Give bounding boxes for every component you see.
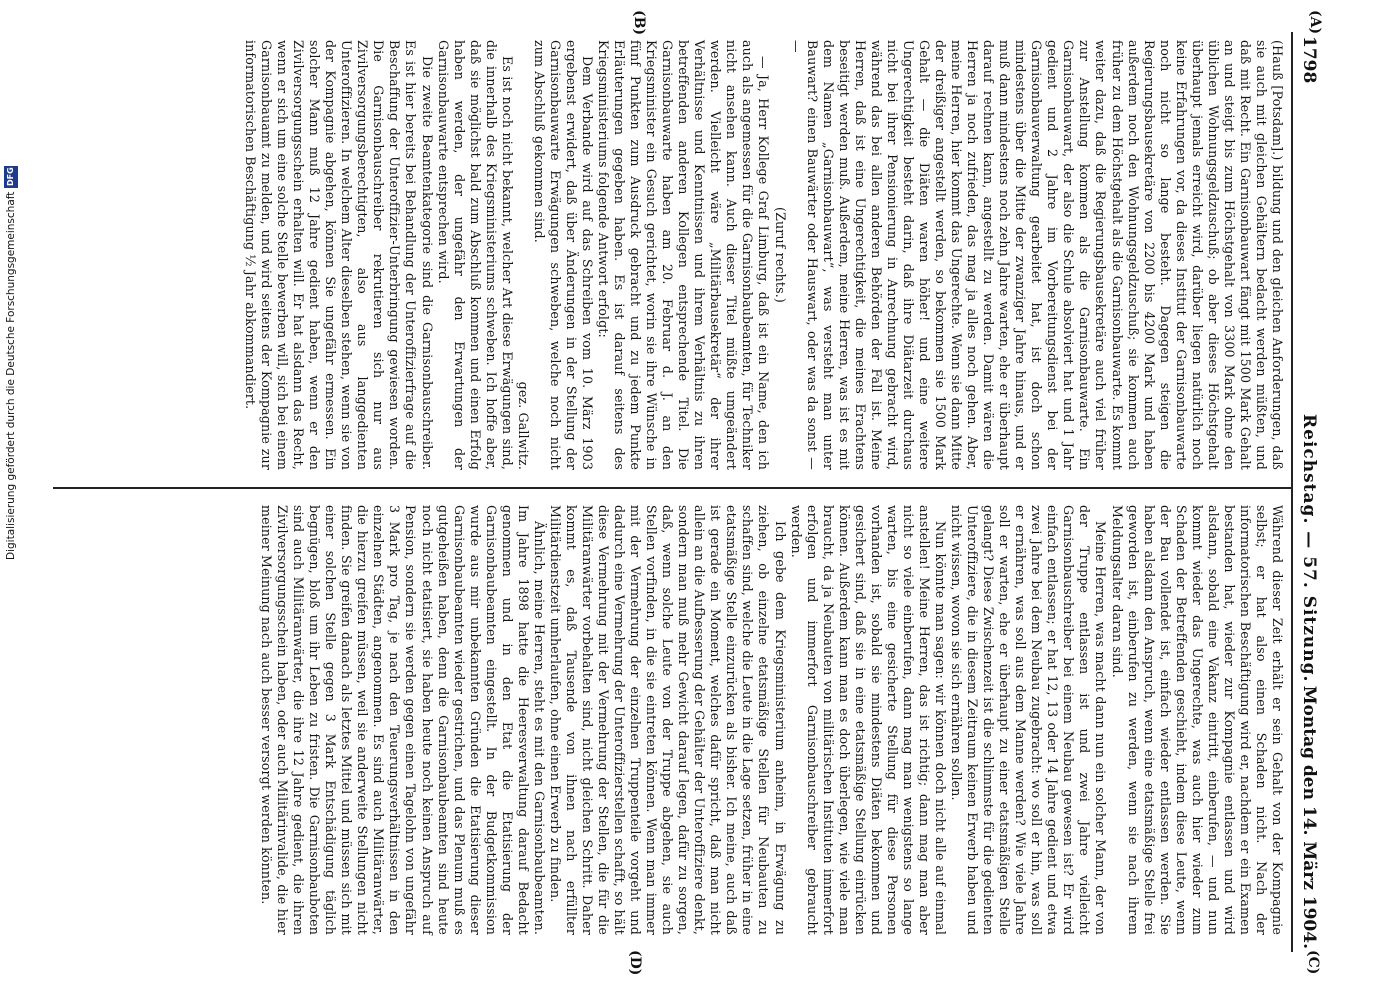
paragraph: Ich gebe dem Kriegsministerium anheim, in Erwägung zu ziehen, ob einzelne etatsmäßige Stellen für Neubauten zu schaffen sind, welche die Leute in die Lage setzen, früher in eine etatsmäßige Stelle einzurücken als bisher. Ich meine, auch daß ist gerade ein Moment, welches dafür spricht, daß man nicht allein an die Aufbesserung der Gehälter der Unteroffiziere denkt, sondern man muß mehr Gewicht darauf legen, dafür zu sorgen, daß, wenn solche Leute von der Truppe abgehen, sie auch Stellen vorfinden, in die sie eintreten können. Wenn man immer mit der Vermehrung der einzelnen Truppenteile vorgeht und dadurch eine Vermehrung der Unteroffizierstellen schafft, so hält diese Vermehrung mit der Vermehrung der Stellen, die für die Militäranwärter vorbehalten sind, nicht gleichen Schritt. Daher kommt es, daß Tausende von ihnen nach erfüllter Militärdienstzeit umherlaufen, ohne einen Erwerb zu finden. (547, 505, 788, 935)
margin-marker-a: (A) (1307, 10, 1323, 35)
paragraph: Es ist noch nicht bekannt, welcher Art diese Erwägungen sind, die innerhalb des Kriegsministeriums schweben. Ich hoffe aber, daß sie möglichst bald zum Abschluß kommen und einen Erfolg haben werden, der ungefähr den Erwartungen der Garnisonbauwarte entsprechen wird. (435, 40, 515, 470)
page-title: Reichstag. — 57. Sitzung. (1299, 414, 1319, 683)
paragraph: Nun könnte man sagen: wir können doch nicht alle auf einmal anstellen! Meine Herren, das ist richtig; dann mag man aber nicht so viele einberufen, dann mag man wenigstens so lange warten, bis eine gesicherte Stellung für diese Personen vorhanden ist, sobald sie mindestens Diäten bekommen und gesichert sind, daß sie in eine etatsmäßige Stellung einrücken können. Außerdem kann man es doch überlegen, wie viele man braucht, da ja Neubauten von militärischen Instituten immerfort erfolgen und immerfort Garnisonbauschreiber gebraucht werden. (788, 505, 949, 935)
credit-text: Digitalisierung gefördert durch die Deutsche Forschungsgemeinschaft (5, 191, 17, 560)
dfg-logo: DFG (4, 166, 18, 188)
paragraph: Meine Herren, was macht dann nun ein solcher Mann, der von der Truppe entlassen ist und zwei Jahre vielleicht Garnisonbauschreiber bei einem Neubau gewesen ist? Er wird einfach entlassen; er hat 12, 13 oder 14 Jahre gedient und etwa zwei Jahre bei dem Neubau zugebracht: wo soll er hin, was soll er ernähren, was soll aus dem Manne werden? Wie viele Jahre soll er warten, ehe er überhaupt zu einer etatsmäßigen Stelle gelangt? Diese Zwischenzeit ist die schlimmste für die gedienten Unteroffiziere, die in diesem Zeitraum keinen Erwerb haben und nicht wissen, wovon sie sich ernähren sollen. (949, 505, 1109, 935)
column-divider (53, 487, 1291, 489)
paragraph: — Ja, Herr Kollege Graf Limburg, daß ist ein Name, den ich auch als angemessen für die Garnisonbaubeamten, für Techniker nicht ansehen kann. Auch dieser Titel müßte umgeändert werden. Vielleicht wäre „Militärbausekretär“ der ihrer Verhältnisse und Kenntnissen und ihrem Verhältnis zu ihren betreffenden anderen Kollegen entsprechende Titel. Die Garnisonbauwarte haben am 20. Februar d. J. an den Kriegsminister ein Gesuch gerichtet, worin sie ihre Wünsche in fünf Punkten zum Ausdruck gebracht und zu jedem Punkte Erläuterungen gegeben haben. Es ist darauf seitens des Kriegsministeriums folgende Antwort erfolgt: (596, 40, 772, 470)
paragraph: (Zuruf rechts.) (772, 207, 788, 303)
right-column (258, 505, 1285, 935)
running-header (1295, 34, 1325, 949)
margin-marker-b: (B) (631, 10, 647, 36)
paragraph: Ähnlich, meine Herren, steht es mit den Garnisonbaubeamten. Im Jahre 1898 hatte die Heeresverwaltung darauf Bedacht genommen und in den Etat die Etatisierung der Garnisonbaubeamten eingestellt. In der Budgetkommission wurde aus mir unbekannten Gründen die Etatisierung dieser Garnisonbaubeamten wieder gestrichen, und das Plenum muß es gutgeheißen haben, denn die Garnisonbaubeamten sind heute noch nicht etatisiert, sie haben heute noch keinen Anspruch auf Pension, sondern sie werden gegen einen Tagelohn von ungefähr 3 Mark pro Tag, je nach den Teuerungsverhältnissen in den einzelnen Städten, angenommen. Es sind auch Militäranwärter, die hierzu greifen müssen, weil sie anderweite Stellungen nicht finden. Sie greifen danach als letztes Mittel und müssen sich mit einer solchen Stelle gegen 3 Mark Entschädigung täglich begnügen, bloß um ihr Leben zu fristen. Die Garnisonbauboten sind auch Militäranwärter, die ihre 12 Jahre gedient, die ihren Zivilversorgungsschein haben, oder auch Militärinvalide, die hier meiner Meinung nach auch besser versorgt werden könnten. (259, 505, 547, 935)
paragraph: gez. Gallwitz. (515, 381, 531, 470)
funding-credit (0, 120, 24, 560)
paragraph: Während dieser Zeit erhält er sein Gehalt von der Kompagnie selbst; er hat also einen Schaden nicht. Nach der informatorischen Beschäftigung wird er, nachdem er ein Examen bestanden hat, wieder zur Kompagnie entlassen und wird alsdann, sobald eine Vakanz eintritt, einberufen, — und nun kommt wieder das Ungerechte, was auch hier wieder zum Schaden der Betreffenden geschieht, indem diese Leute, wenn der Bau vollendet ist, einfach wieder entlassen werden. Sie haben alsdann den Anspruch, wenn eine etatsmäßige Stelle frei geworden ist, einberufen zu werden, wenn sie nach ihrem Meldungsalter daran sind. (1109, 505, 1285, 935)
left-column (242, 40, 1285, 470)
paragraph: Dem Verbande wird auf das Schreiben vom 10. März 1903 ergebenst erwidert, daß über Änderungen in der Stellung der Garnisonbauwarte Erwägungen schweben, welche noch nicht zum Abschluß gekommen sind. (531, 40, 595, 470)
margin-marker-c: (C) (1305, 950, 1321, 975)
page-number: 1798 (1299, 36, 1319, 84)
margin-marker-d: (D) (627, 950, 643, 976)
paragraph: (Hauß [Potsdam].) bildung und den gleichen Anforderungen, daß sie auch mit gleichen Gehältern bedacht werden müßten, und daß mit Recht. Ein Garnisonbauwart fängt mit 1500 Mark Gehalt an und steigt bis zum Höchstgehalt von 3300 Mark ohne den üblichen Wohnungsgeldzuschuß; ob aber dieses Höchstgehalt überhaupt jemals erreicht wird, darüber liegen natürlich noch keine Erfahrungen vor, da dieses Institut der Garnisonbauwarte noch nicht so lange besteht. Dagegen steigen die Regierungsbausekretäre von 2200 bis 4200 Mark und haben außerdem noch den Wohnungsgeldzuschuß; sie kommen auch früher zu dem Höchstgehalt als die Garnisonbauwarte. Es kommt weiter dazu, daß die Regierungsbausekretäre auch viel früher zur Anstellung kommen als die Garnisonbauwarte. Ein Garnisonbauwart, der also die Schule absolviert hat und 1 Jahr gedient und 2 Jahre im Vorbereitungsdienst bei der Garnisonbauverwaltung gearbeitet hat, ist doch schon mindestens über die Mitte der zwanziger Jahre hinaus, und er muß dann mindestens noch zehn Jahre warten, ehe er überhaupt darauf rechnen kann, angestellt zu werden. Damit wären die Herren ja noch zufrieden, das mag ja alles noch gehen. Aber, meine Herren, hier kommt das Ungerechte. Wenn sie dann Mitte der dreißiger angestellt werden, so bekommen sie 1500 Mark Gehalt — die Diäten waren höher! und eine weitere Ungerechtigkeit besteht darin, daß ihre Diätarzeit durchaus nicht bei ihrer Pensionierung in Anrechnung gebracht wird, während das bei allen anderen Behörden der Fall ist. Meine Herren, daß ist eine Ungerechtigkeit, die meines Erachtens beseitigt werden muß. Außerdem, meine Herren, was ist es mit dem Namen „Garnisonbauwart“, was versteht man unter Bauwart? einen Bauwärter oder Hauswart, oder was da sonst — — (788, 40, 1285, 470)
header-rule (1291, 32, 1293, 952)
paragraph: Die zweite Beamtenkategorie sind die Garnisonbauschreiber. Es ist hier bereits bei Behandlung der Unteroffizierfrage auf die Beschaffung der Unteroffizier-Unterbringung gewiesen worden. Die Garnisonbauschreiber rekrutieren sich nur aus Zivilversorgungsberechtigten, also aus langgedienten Unteroffizieren. In welchem Alter dieselben stehen, wenn sie von der Kompagnie abgehen, können Sie ungefähr ermessen. Ein solcher Mann muß 12 Jahre gedient haben, wenn er den Zivilversorgungsschein erhalten will. Er hat alsdann das Recht, wenn er sich um eine solche Stelle bewerben will, sich bei einem Garnisonbauamt zu melden, und wird seitens der Kompagnie zur informatorischen Beschäftigung ½ Jahr abkommandiert. (243, 40, 435, 470)
session-date: Montag den 14. März 1904. (1299, 685, 1319, 949)
